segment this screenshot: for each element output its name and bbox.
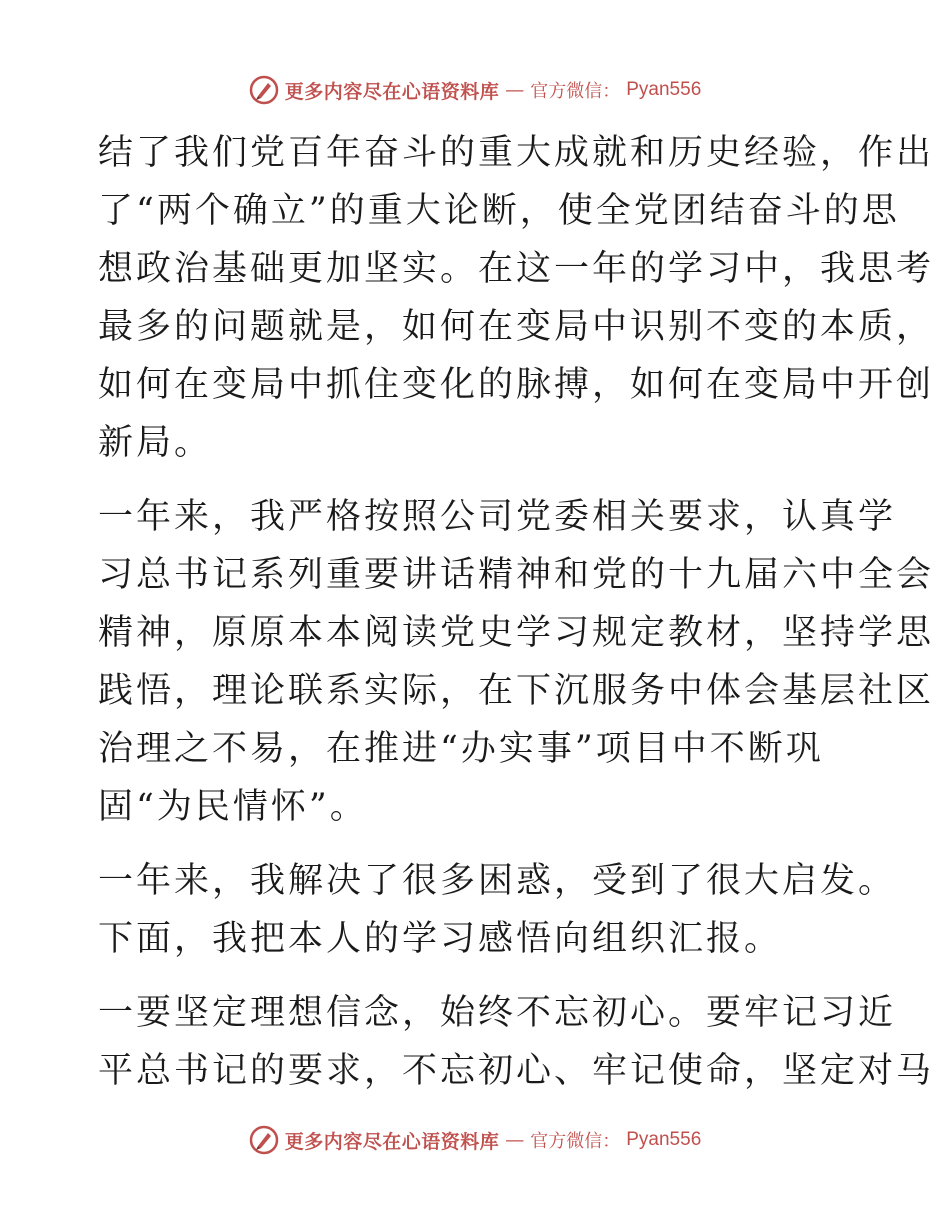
document-body: [98, 124, 935, 1100]
header-watermark: [0, 70, 950, 110]
text-line: 一要坚定理想信念，始终不忘初心。要牢记习近: [98, 993, 897, 1033]
paragraph-4: [98, 984, 935, 1100]
text-line: 一年来，我解决了很多困惑，受到了很大启发。: [98, 861, 897, 901]
text-line: 平总书记的要求，不忘初心、牢记使命，坚定对马: [98, 1051, 935, 1091]
paragraph-1: [98, 124, 935, 472]
text-line: 最多的问题就是，如何在变局中识别不变的本质，: [98, 307, 935, 347]
watermark-wechat-id: Pyan556: [626, 1129, 702, 1150]
paragraph-3: [98, 852, 897, 968]
footer-watermark: [0, 1120, 950, 1160]
pen-nib-circle-icon: [249, 1125, 279, 1155]
watermark-dash: —: [505, 79, 525, 101]
text-line: 践悟，理论联系实际，在下沉服务中体会基层社区: [98, 671, 935, 711]
pen-nib-circle-icon: [249, 75, 279, 105]
text-line: 一年来，我严格按照公司党委相关要求，认真学: [98, 497, 897, 537]
watermark-main-text: 更多内容尽在心语资料库: [284, 80, 500, 103]
text-line: 如何在变局中抓住变化的脉搏，如何在变局中开创: [98, 365, 935, 405]
text-line: 习总书记系列重要讲话精神和党的十九届六中全会: [98, 555, 935, 595]
text-line: 固“为民情怀”。: [98, 787, 368, 827]
paragraph-2: [98, 488, 935, 836]
watermark-dash: —: [505, 1129, 525, 1151]
text-line: 了“两个确立”的重大论断，使全党团结奋斗的思: [98, 191, 900, 231]
text-line: 想政治基础更加坚实。在这一年的学习中，我思考: [98, 249, 935, 289]
text-line: 下面，我把本人的学习感悟向组织汇报。: [98, 919, 783, 959]
text-line: 治理之不易，在推进“办实事”项目中不断巩: [98, 729, 824, 769]
watermark-wechat-id: Pyan556: [626, 79, 702, 100]
text-line: 结了我们党百年奋斗的重大成就和历史经验，作出: [98, 133, 935, 173]
text-line: 精神，原原本本阅读党史学习规定教材，坚持学思: [98, 613, 935, 653]
watermark-main-text: 更多内容尽在心语资料库: [284, 1130, 500, 1153]
text-line: 新局。: [98, 423, 213, 463]
watermark-wechat-label: 官方微信：: [530, 1131, 621, 1152]
watermark-wechat-label: 官方微信：: [530, 81, 621, 102]
